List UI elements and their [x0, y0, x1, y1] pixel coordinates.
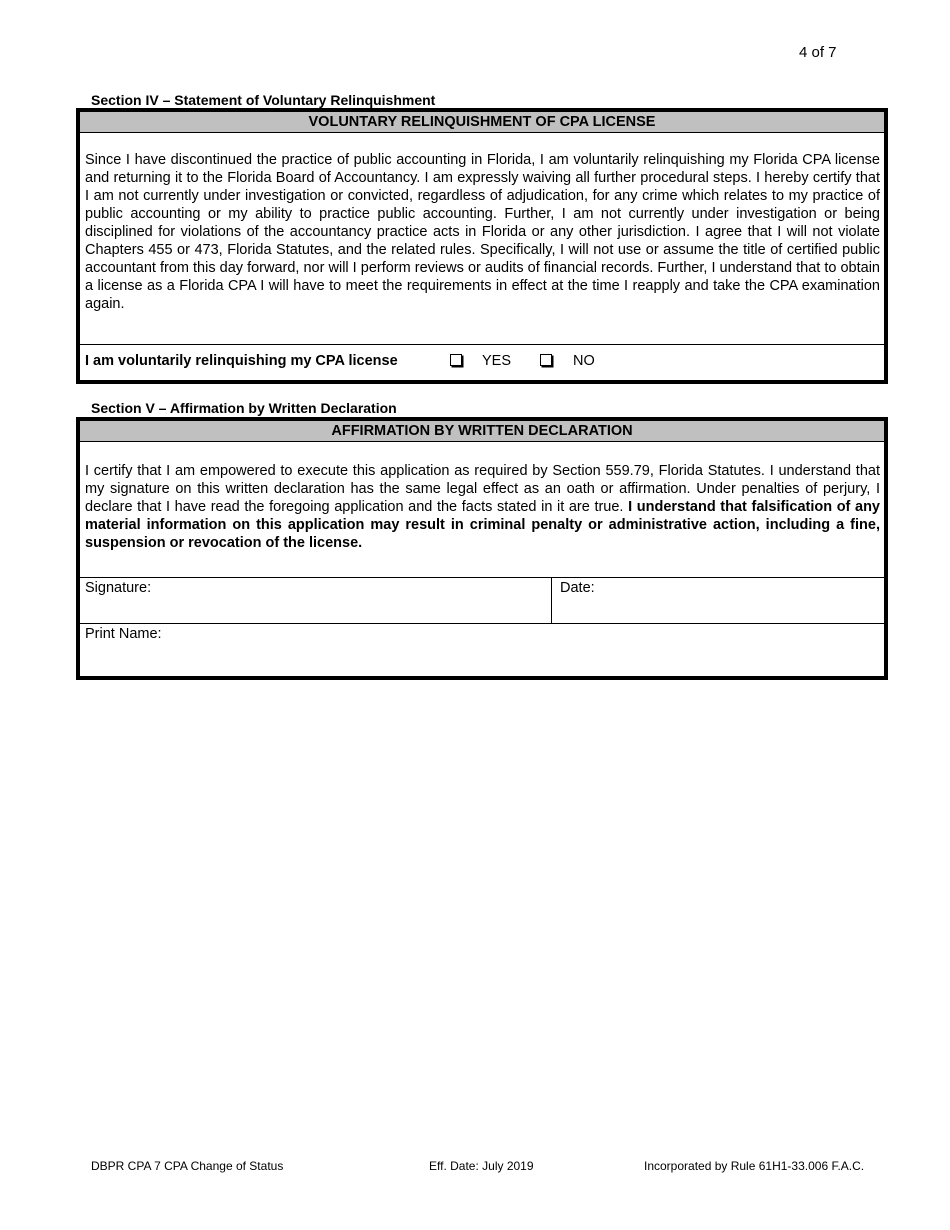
yes-checkbox[interactable] — [450, 354, 462, 366]
footer-rule: Incorporated by Rule 61H1-33.006 F.A.C. — [644, 1159, 865, 1173]
yes-label: YES — [482, 353, 512, 369]
relinquishment-box — [76, 108, 888, 384]
print-name-label: Print Name: — [85, 626, 162, 642]
print-name-row — [80, 623, 884, 673]
page-number: 4 of 7 — [799, 44, 837, 61]
date-label: Date: — [560, 580, 595, 596]
no-checkbox[interactable] — [540, 354, 552, 366]
relinquishment-statement: Since I have discontinued the practice of public accounting in Florida, I am voluntarily relinquishing my Florida CPA license and returning it to the Florida Board of Accountancy. I am expressly waiving all further procedural steps. I hereby certify that I am not currently under investigation or convicted, regardless of adjudication, for any crime which relates to my practice of public accounting or my ability to practice public accounting. Further, I am not currently under investigation or being disciplined for violations of the accountancy practice acts in Florida or any other jurisdiction. I agree that I will not violate Chapters 455 or 473, Florida Statutes, and the related rules. Specifically, I will not use or assume the title of certified public accountant from this day forward, nor will I perform reviews or audits of financial records. Further, I understand that to obtain a license as a Florida CPA I will have to meet the requirements in effect at the time I reapply and take the CPA examination again. — [85, 152, 880, 312]
no-label: NO — [573, 353, 595, 369]
relinquish-question-row — [80, 344, 884, 377]
footer-form-name: DBPR CPA 7 CPA Change of Status — [91, 1159, 284, 1173]
affirmation-box — [76, 417, 888, 680]
relinquishment-box-title: VOLUNTARY RELINQUISHMENT OF CPA LICENSE — [80, 112, 884, 133]
affirmation-statement-bold: I understand that falsification of any material information on this application may result in criminal penalty or administrative action, including a fine, suspension or revocation of the license. — [85, 499, 880, 551]
signature-date-divider — [551, 578, 552, 624]
signature-label: Signature: — [85, 580, 152, 596]
affirmation-statement — [80, 462, 884, 552]
signature-row — [80, 577, 884, 624]
section-4-heading: Section IV – Statement of Voluntary Relinquishment — [91, 92, 436, 108]
footer-eff-date: Eff. Date: July 2019 — [429, 1159, 534, 1173]
affirmation-box-title: AFFIRMATION BY WRITTEN DECLARATION — [80, 421, 884, 442]
relinquish-question: I am voluntarily relinquishing my CPA license — [85, 353, 398, 369]
section-5-heading: Section V – Affirmation by Written Declaration — [91, 400, 397, 416]
affirmation-statement-plain: I certify that I am empowered to execute this application as required by Section 559.79, Florida Statutes. I understand that my signature on this written declaration has the same legal effect as an oath or affirmation. Under penalties of perjury, I declare that I have read the foregoing application and the facts stated in it are true. — [85, 463, 880, 515]
